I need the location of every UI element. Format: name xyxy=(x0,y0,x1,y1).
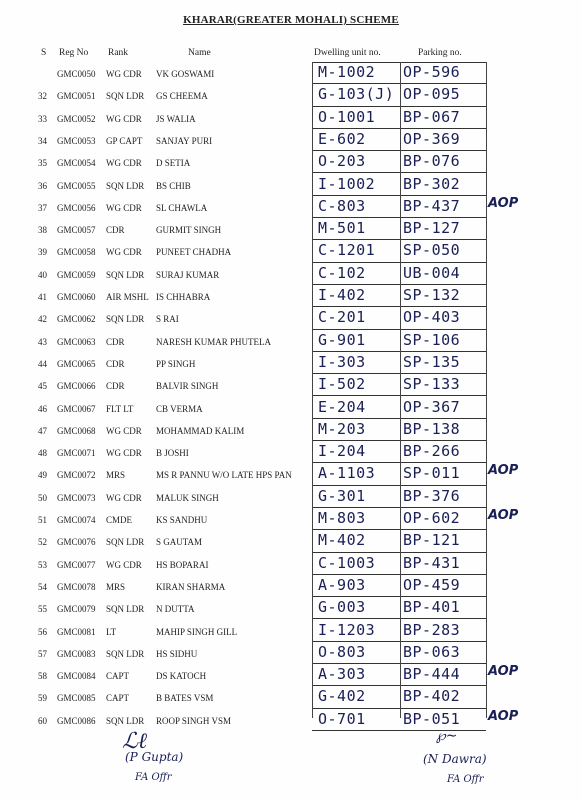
row-name: HS BOPARAI xyxy=(156,559,209,570)
signature-right-name: (N Dawra) xyxy=(423,752,487,766)
row-serial: 43 xyxy=(38,336,47,347)
row-divider xyxy=(312,730,486,731)
row-reg-no: GMC0051 xyxy=(57,91,96,102)
row-parking: UB-004 xyxy=(403,263,461,282)
row-dwelling-unit: O-701 xyxy=(318,709,366,728)
row-dwelling-unit: I-204 xyxy=(318,442,366,461)
table-row xyxy=(0,107,582,129)
row-parking: BP-402 xyxy=(403,687,461,706)
row-reg-no: GMC0066 xyxy=(57,381,96,392)
row-name: HS SIDHU xyxy=(156,648,198,659)
table-row xyxy=(0,374,582,396)
row-serial: 57 xyxy=(38,648,47,659)
row-reg-no: GMC0086 xyxy=(57,715,96,726)
table-mid-border xyxy=(400,62,401,718)
row-rank: SQN LDR xyxy=(106,648,145,659)
col-header-parking: Parking no. xyxy=(418,48,462,58)
row-rank: MRS xyxy=(106,581,126,592)
row-reg-no: GMC0072 xyxy=(57,470,96,481)
table-row xyxy=(0,174,582,196)
row-dwelling-unit: I-402 xyxy=(318,286,366,304)
table-row xyxy=(0,397,582,419)
row-rank: WG CDR xyxy=(106,158,142,169)
row-name: SURAJ KUMAR xyxy=(156,269,220,280)
row-parking: BP-437 xyxy=(403,196,461,215)
table-row xyxy=(0,285,582,307)
row-dwelling-unit: I-1002 xyxy=(318,174,376,193)
row-serial: 53 xyxy=(38,559,47,570)
row-note: AOP xyxy=(488,664,519,680)
table-row xyxy=(0,263,582,285)
row-reg-no: GMC0084 xyxy=(57,671,96,682)
row-parking: SP-011 xyxy=(403,464,461,483)
row-rank: MRS xyxy=(106,470,126,481)
row-serial: 44 xyxy=(38,358,47,369)
row-parking: BP-051 xyxy=(403,709,461,728)
table-row xyxy=(0,709,582,731)
row-serial: 59 xyxy=(38,693,47,704)
row-reg-no: GMC0076 xyxy=(57,537,96,548)
table-row xyxy=(0,686,582,708)
table-row xyxy=(0,196,582,218)
row-rank: WG CDR xyxy=(106,202,142,213)
row-dwelling-unit: G-103(J) xyxy=(318,85,395,104)
row-parking: SP-106 xyxy=(403,330,461,349)
table-row xyxy=(0,664,582,686)
table-right-border xyxy=(486,62,487,718)
table-row xyxy=(0,419,582,441)
row-reg-no: GMC0059 xyxy=(57,269,96,280)
row-parking: OP-095 xyxy=(403,85,461,104)
table-row xyxy=(0,352,582,374)
row-name: SL CHAWLA xyxy=(156,202,208,213)
row-parking: BP-067 xyxy=(403,107,461,126)
row-dwelling-unit: C-1201 xyxy=(318,241,376,260)
row-parking: OP-367 xyxy=(403,397,461,416)
table-row xyxy=(0,530,582,552)
row-reg-no: GMC0078 xyxy=(57,581,96,592)
signature-left-mark: ℒℓ xyxy=(122,729,148,754)
row-serial: 52 xyxy=(38,537,47,548)
row-parking: BP-121 xyxy=(403,531,461,550)
table-row xyxy=(0,129,582,151)
row-dwelling-unit: M-203 xyxy=(318,419,366,438)
row-parking: OP-369 xyxy=(403,129,461,148)
row-reg-no: GMC0073 xyxy=(57,492,96,503)
row-rank: CDR xyxy=(106,381,125,392)
row-parking: SP-132 xyxy=(403,286,461,304)
row-name: B JOSHI xyxy=(156,448,189,459)
row-serial: 45 xyxy=(38,381,47,392)
row-rank: WG CDR xyxy=(106,69,142,79)
row-note: AOP xyxy=(488,463,519,479)
row-rank: AIR MSHL xyxy=(106,292,149,302)
row-serial: 51 xyxy=(38,515,47,525)
row-name: N DUTTA xyxy=(156,604,195,615)
row-dwelling-unit: G-003 xyxy=(318,598,366,617)
page-title: KHARAR(GREATER MOHALI) SCHEME xyxy=(183,14,399,26)
row-name: SANJAY PURI xyxy=(156,135,213,146)
row-name: D SETIA xyxy=(156,158,191,169)
table-row xyxy=(0,553,582,575)
table-row xyxy=(0,441,582,463)
table-row xyxy=(0,620,582,642)
row-dwelling-unit: A-1103 xyxy=(318,464,376,483)
row-parking: BP-283 xyxy=(403,620,461,639)
row-serial: 50 xyxy=(38,492,47,503)
table-row xyxy=(0,62,582,84)
row-parking: BP-063 xyxy=(403,642,461,661)
row-reg-no: GMC0063 xyxy=(57,336,96,347)
row-name: DS KATOCH xyxy=(156,671,207,682)
row-rank: WG CDR xyxy=(106,113,142,124)
row-dwelling-unit: O-803 xyxy=(318,642,366,661)
row-serial: 35 xyxy=(38,158,47,169)
table-row xyxy=(0,463,582,485)
row-dwelling-unit: O-1001 xyxy=(318,107,376,126)
row-reg-no: GMC0068 xyxy=(57,425,96,436)
row-reg-no: GMC0074 xyxy=(57,515,96,525)
row-dwelling-unit: E-204 xyxy=(318,397,366,416)
row-serial: 38 xyxy=(38,225,47,236)
row-serial: 41 xyxy=(38,292,47,302)
row-reg-no: GMC0052 xyxy=(57,113,96,124)
row-reg-no: GMC0054 xyxy=(57,158,96,169)
row-serial: 56 xyxy=(38,626,47,637)
signature-right-title: FA Offr xyxy=(447,774,484,785)
row-dwelling-unit: E-602 xyxy=(318,129,366,148)
row-parking: SP-133 xyxy=(403,375,461,394)
row-rank: CMDE xyxy=(106,515,133,525)
row-parking: SP-050 xyxy=(403,241,461,260)
row-serial: 48 xyxy=(38,448,47,459)
row-parking: OP-596 xyxy=(403,63,461,81)
col-header-serial: S xyxy=(41,48,47,58)
row-serial: 60 xyxy=(38,715,47,726)
row-note: AOP xyxy=(488,708,519,724)
row-name: JS WALIA xyxy=(156,113,196,124)
row-name: IS CHHABRA xyxy=(156,292,211,302)
col-header-rank: Rank xyxy=(108,48,129,58)
row-reg-no: GMC0060 xyxy=(57,292,96,302)
row-parking: OP-459 xyxy=(403,575,461,594)
row-serial: 47 xyxy=(38,425,47,436)
table-row xyxy=(0,84,582,106)
row-name: PUNEET CHADHA xyxy=(156,247,232,258)
row-rank: GP CAPT xyxy=(106,135,143,146)
row-reg-no: GMC0081 xyxy=(57,626,96,637)
table-row xyxy=(0,218,582,240)
table-row xyxy=(0,330,582,352)
col-header-name: Name xyxy=(188,48,211,58)
table-row xyxy=(0,508,582,530)
row-reg-no: GMC0083 xyxy=(57,648,96,659)
row-reg-no: GMC0058 xyxy=(57,247,96,258)
row-dwelling-unit: G-402 xyxy=(318,687,366,706)
row-name: VK GOSWAMI xyxy=(156,69,215,79)
row-serial: 42 xyxy=(38,314,47,325)
row-parking: OP-403 xyxy=(403,308,461,327)
row-name: PP SINGH xyxy=(156,358,196,369)
row-dwelling-unit: C-102 xyxy=(318,263,366,282)
row-rank: SQN LDR xyxy=(106,604,145,615)
row-serial: 46 xyxy=(38,403,47,414)
col-header-reg-no: Reg No xyxy=(59,48,89,58)
signature-right-mark: ℘∼ xyxy=(436,728,458,744)
row-rank: CDR xyxy=(106,225,125,236)
row-serial: 36 xyxy=(38,180,47,191)
row-rank: WG CDR xyxy=(106,559,142,570)
row-reg-no: GMC0085 xyxy=(57,693,96,704)
row-rank: SQN LDR xyxy=(106,180,145,191)
row-name: CB VERMA xyxy=(156,403,203,414)
row-reg-no: GMC0056 xyxy=(57,202,96,213)
row-parking: BP-401 xyxy=(403,598,461,617)
row-name: S GAUTAM xyxy=(156,537,203,548)
row-name: GS CHEEMA xyxy=(156,91,208,102)
row-serial: 54 xyxy=(38,581,47,592)
row-dwelling-unit: C-803 xyxy=(318,196,366,215)
row-name: GURMIT SINGH xyxy=(156,225,222,236)
table-row xyxy=(0,597,582,619)
row-dwelling-unit: C-201 xyxy=(318,308,366,327)
row-name: NARESH KUMAR PHUTELA xyxy=(156,336,272,347)
row-rank: CDR xyxy=(106,358,125,369)
row-rank: SQN LDR xyxy=(106,269,145,280)
row-parking: BP-302 xyxy=(403,174,461,193)
row-dwelling-unit: M-1002 xyxy=(318,63,376,81)
row-serial: 40 xyxy=(38,269,47,280)
row-rank: WG CDR xyxy=(106,448,142,459)
row-dwelling-unit: G-301 xyxy=(318,486,366,505)
row-parking: BP-127 xyxy=(403,219,461,238)
row-parking: BP-431 xyxy=(403,553,461,572)
row-name: BS CHIB xyxy=(156,180,191,191)
row-rank: WG CDR xyxy=(106,425,142,436)
row-serial: 58 xyxy=(38,671,47,682)
row-reg-no: GMC0077 xyxy=(57,559,96,570)
table-row xyxy=(0,575,582,597)
row-parking: SP-135 xyxy=(403,352,461,371)
row-dwelling-unit: M-402 xyxy=(318,531,366,550)
row-parking: BP-138 xyxy=(403,419,461,438)
row-note: AOP xyxy=(488,195,519,211)
row-rank: CDR xyxy=(106,336,125,347)
table-left-border xyxy=(312,62,313,718)
row-note: AOP xyxy=(488,508,519,523)
row-rank: SQN LDR xyxy=(106,715,145,726)
row-name: MS R PANNU W/O LATE HPS PAN xyxy=(156,470,292,481)
row-rank: WG CDR xyxy=(106,492,142,503)
table-row xyxy=(0,240,582,262)
row-dwelling-unit: A-303 xyxy=(318,665,366,684)
row-name: MAHIP SINGH GILL xyxy=(156,626,238,637)
row-name: ROOP SINGH VSM xyxy=(156,715,232,726)
row-serial: 33 xyxy=(38,113,47,124)
row-parking: BP-444 xyxy=(403,665,461,684)
row-parking: BP-376 xyxy=(403,486,461,505)
row-rank: WG CDR xyxy=(106,247,142,258)
row-name: MALUK SINGH xyxy=(156,492,219,503)
row-reg-no: GMC0062 xyxy=(57,314,96,325)
row-serial: 49 xyxy=(38,470,47,481)
row-name: BALVIR SINGH xyxy=(156,381,219,392)
table-row xyxy=(0,151,582,173)
row-rank: CAPT xyxy=(106,693,130,704)
table-row xyxy=(0,486,582,508)
row-rank: SQN LDR xyxy=(106,537,145,548)
row-reg-no: GMC0065 xyxy=(57,358,96,369)
row-name: KS SANDHU xyxy=(156,515,208,525)
row-parking: BP-266 xyxy=(403,442,461,461)
row-dwelling-unit: I-1203 xyxy=(318,620,376,639)
row-dwelling-unit: M-501 xyxy=(318,219,366,238)
row-serial: 34 xyxy=(38,135,47,146)
row-reg-no: GMC0079 xyxy=(57,604,96,615)
row-reg-no: GMC0053 xyxy=(57,135,96,146)
row-dwelling-unit: C-1003 xyxy=(318,553,376,572)
row-rank: LT xyxy=(106,626,117,637)
col-header-dwelling: Dwelling unit no. xyxy=(314,48,381,58)
row-dwelling-unit: M-803 xyxy=(318,509,366,527)
row-rank: CAPT xyxy=(106,671,130,682)
row-parking: OP-602 xyxy=(403,509,461,527)
row-name: S RAI xyxy=(156,314,179,325)
signature-left-title: FA Offr xyxy=(135,772,172,783)
row-reg-no: GMC0050 xyxy=(57,69,96,79)
row-name: B BATES VSM xyxy=(156,693,214,704)
row-dwelling-unit: G-901 xyxy=(318,330,366,349)
row-name: KIRAN SHARMA xyxy=(156,581,226,592)
row-dwelling-unit: I-303 xyxy=(318,352,366,371)
row-rank: SQN LDR xyxy=(106,91,145,102)
signature-left-name: (P Gupta) xyxy=(125,750,184,764)
row-dwelling-unit: I-502 xyxy=(318,375,366,394)
row-serial: 32 xyxy=(38,91,47,102)
row-reg-no: GMC0057 xyxy=(57,225,96,236)
row-parking: BP-076 xyxy=(403,152,461,171)
table-row xyxy=(0,307,582,329)
row-reg-no: GMC0067 xyxy=(57,403,96,414)
row-serial: 39 xyxy=(38,247,47,258)
row-reg-no: GMC0071 xyxy=(57,448,96,459)
row-serial: 55 xyxy=(38,604,47,615)
row-dwelling-unit: A-903 xyxy=(318,575,366,594)
row-rank: FLT LT xyxy=(106,403,134,414)
row-dwelling-unit: O-203 xyxy=(318,152,366,171)
row-reg-no: GMC0055 xyxy=(57,180,96,191)
table-row xyxy=(0,642,582,664)
row-name: MOHAMMAD KALIM xyxy=(156,425,245,436)
row-serial: 37 xyxy=(38,202,47,213)
row-rank: SQN LDR xyxy=(106,314,145,325)
